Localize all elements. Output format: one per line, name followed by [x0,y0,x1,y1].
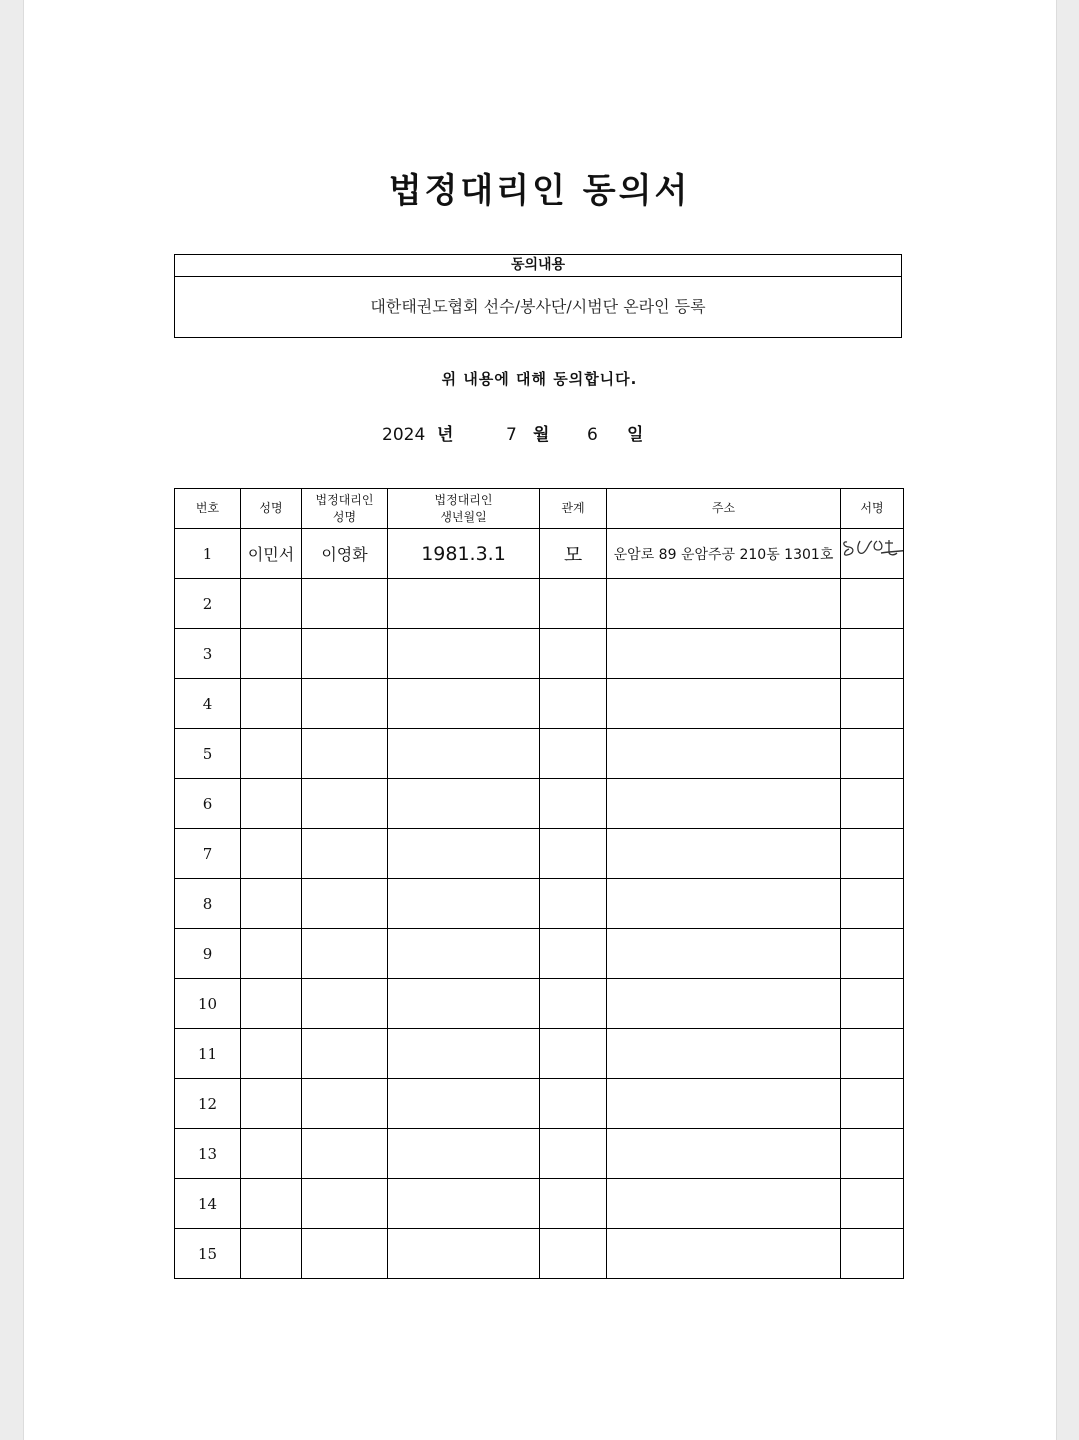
table-row [175,929,904,979]
row-number: 3 [175,629,241,679]
cell-relation [540,779,607,829]
cell-relation [540,929,607,979]
cell-relation: 모 [540,529,607,579]
header-address: 주소 [607,489,841,529]
cell-guardian-birth [388,829,540,879]
cell-address [607,1229,841,1279]
cell-name [241,729,302,779]
cell-name [241,929,302,979]
cell-relation [540,979,607,1029]
row-number: 9 [175,929,241,979]
cell-relation [540,679,607,729]
row-number: 6 [175,779,241,829]
header-guardian-name-line2: 성명 [332,509,357,524]
cell-address [607,829,841,879]
cell-address [607,729,841,779]
cell-relation [540,1229,607,1279]
cell-name [241,1079,302,1129]
cell-guardian-name [302,679,388,729]
cell-guardian-birth [388,729,540,779]
cell-signature [841,529,904,579]
cell-relation [540,1179,607,1229]
row-number: 15 [175,1229,241,1279]
cell-guardian-name [302,1029,388,1079]
header-name: 성명 [241,489,302,529]
cell-relation [540,829,607,879]
cell-guardian-birth [388,929,540,979]
cell-name [241,879,302,929]
cell-guardian-birth [388,879,540,929]
date-day-unit: 일 [627,425,644,445]
cell-signature [841,979,904,1029]
cell-guardian-birth [388,1229,540,1279]
table-header-row [175,489,904,529]
table-row [175,529,904,579]
cell-guardian-birth [388,1179,540,1229]
cell-signature [841,1229,904,1279]
cell-guardian-birth: 1981.3.1 [388,529,540,579]
cell-relation [540,729,607,779]
row-number: 10 [175,979,241,1029]
cell-guardian-birth [388,1029,540,1079]
cell-signature [841,829,904,879]
table-row [175,1229,904,1279]
table-row [175,629,904,679]
date-year-unit: 년 [437,425,454,445]
cell-signature [841,629,904,679]
cell-guardian-birth [388,979,540,1029]
cell-name [241,1129,302,1179]
header-guardian-name [302,489,388,529]
cell-address [607,879,841,929]
cell-guardian-name [302,879,388,929]
cell-guardian-birth [388,579,540,629]
date-year: 2024 [382,425,426,445]
cell-guardian-name [302,779,388,829]
cell-signature [841,779,904,829]
date-month: 7 [506,425,517,445]
header-guardian-birth-line1: 법정대리인 [434,492,493,507]
cell-guardian-birth [388,679,540,729]
document-title: 법정대리인 동의서 [388,171,691,211]
table-row [175,879,904,929]
date-month-unit: 월 [533,425,550,445]
cell-signature [841,1079,904,1129]
cell-signature [841,929,904,979]
consent-box [174,254,902,338]
row-number: 1 [175,529,241,579]
cell-signature [841,1179,904,1229]
cell-relation [540,579,607,629]
cell-guardian-name [302,1129,388,1179]
handwritten-signature [841,535,904,565]
cell-address [607,1179,841,1229]
header-guardian-birth-line2: 생년월일 [440,509,487,524]
cell-name [241,829,302,879]
cell-address [607,779,841,829]
row-number: 14 [175,1179,241,1229]
table-row [175,779,904,829]
row-number: 8 [175,879,241,929]
cell-guardian-birth [388,629,540,679]
cell-signature [841,879,904,929]
table-row [175,579,904,629]
cell-address [607,629,841,679]
header-no: 번호 [175,489,241,529]
consent-content: 대한태권도협회 선수/봉사단/시범단 온라인 등록 [370,297,706,316]
cell-signature [841,679,904,729]
row-number: 2 [175,579,241,629]
table-row [175,1079,904,1129]
cell-relation [540,1129,607,1179]
cell-address [607,1079,841,1129]
cell-guardian-name [302,1079,388,1129]
header-relation: 관계 [540,489,607,529]
agreement-statement: 위 내용에 대해 동의합니다. [441,370,638,388]
row-number: 13 [175,1129,241,1179]
table-row [175,829,904,879]
cell-guardian-name: 이영화 [302,529,388,579]
table-row [175,1179,904,1229]
cell-guardian-name [302,929,388,979]
cell-guardian-name [302,629,388,679]
row-number: 11 [175,1029,241,1079]
table-row [175,979,904,1029]
cell-name [241,579,302,629]
cell-address [607,979,841,1029]
cell-signature [841,1029,904,1079]
cell-address [607,1129,841,1179]
cell-guardian-name [302,829,388,879]
cell-address [607,579,841,629]
cell-guardian-name [302,729,388,779]
table-row [175,679,904,729]
cell-relation [540,879,607,929]
cell-relation [540,629,607,679]
table-row [175,729,904,779]
cell-guardian-name [302,1229,388,1279]
cell-guardian-name [302,1179,388,1229]
cell-guardian-birth [388,1079,540,1129]
row-number: 12 [175,1079,241,1129]
cell-address: 운암로 89 운암주공 210동 1301호 [607,529,841,579]
consent-header: 동의내용 [175,255,901,277]
cell-name: 이민서 [241,529,302,579]
cell-guardian-birth [388,779,540,829]
cell-name [241,1029,302,1079]
header-guardian-birth [388,489,540,529]
cell-signature [841,579,904,629]
cell-address [607,679,841,729]
row-number: 7 [175,829,241,879]
date-day: 6 [587,425,598,445]
cell-name [241,679,302,729]
cell-address [607,1029,841,1079]
cell-relation [540,1029,607,1079]
cell-name [241,629,302,679]
table-row [175,1029,904,1079]
cell-guardian-name [302,579,388,629]
cell-name [241,1229,302,1279]
cell-guardian-name [302,979,388,1029]
guardian-consent-table [174,488,904,1279]
header-signature: 서명 [841,489,904,529]
table-row [175,1129,904,1179]
row-number: 5 [175,729,241,779]
cell-guardian-birth [388,1129,540,1179]
cell-name [241,779,302,829]
cell-relation [540,1079,607,1129]
cell-name [241,1179,302,1229]
cell-signature [841,1129,904,1179]
row-number: 4 [175,679,241,729]
cell-name [241,979,302,1029]
header-guardian-name-line1: 법정대리인 [315,492,374,507]
cell-signature [841,729,904,779]
cell-address [607,929,841,979]
